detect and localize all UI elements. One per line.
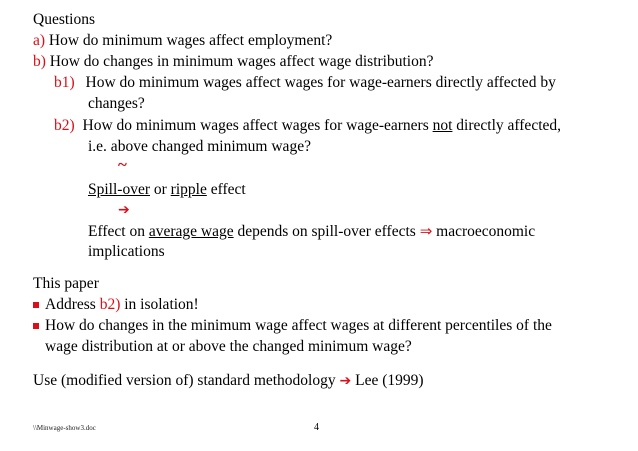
method-line — [33, 371, 424, 391]
bullet1-b2: b2) — [99, 296, 121, 313]
question-b2-text-2: i.e. above changed minimum wage? — [88, 138, 311, 155]
question-a — [33, 31, 332, 51]
question-b2-text-post: directly affected, — [452, 117, 562, 134]
arrow-right-icon: ➔ — [339, 373, 352, 389]
square-bullet-icon — [33, 302, 39, 308]
question-b1-cont — [88, 94, 145, 114]
bullet2-line1: How do changes in the minimum wage affect wages at different percentiles of the — [45, 317, 552, 334]
paper-heading — [33, 274, 99, 294]
tilde-icon: ~ — [118, 155, 127, 174]
implications-text: implications — [88, 243, 165, 260]
question-a-text: How do minimum wages affect employment? — [48, 32, 333, 49]
paper-heading-text: This paper — [33, 275, 99, 292]
effect-text: effect — [206, 181, 246, 198]
question-b2-cont — [88, 137, 311, 157]
or-text: or — [150, 181, 171, 198]
questions-heading — [33, 10, 95, 30]
questions-heading-text: Questions — [33, 11, 95, 28]
question-b1-text-2: changes? — [88, 95, 145, 112]
square-bullet-icon — [33, 323, 39, 329]
bullet1-pre: Address — [45, 296, 100, 313]
macro-text: macroeconomic — [432, 223, 536, 240]
question-b-text: How do changes in minimum wages affect wage distribution? — [49, 53, 434, 70]
paper-bullet-2 — [33, 316, 552, 336]
implications-line — [88, 242, 165, 262]
bullet2-line2: wage distribution at or above the changed minimum wage? — [45, 338, 412, 355]
question-a-label: a) — [33, 32, 46, 49]
average-wage-term: average wage — [148, 223, 234, 240]
question-b2-not: not — [432, 117, 453, 134]
bullet1-post: in isolation! — [120, 296, 199, 313]
arrow-right-icon: ➔ — [118, 202, 130, 218]
question-b2 — [54, 116, 561, 136]
method-pre: Use (modified version of) standard methodology — [33, 372, 340, 389]
depends-text: depends on spill-over effects — [233, 223, 420, 240]
implies-icon: ⇒ — [419, 222, 433, 240]
method-post: Lee (1999) — [351, 372, 424, 389]
effect-line — [88, 221, 535, 242]
page-number: 4 — [314, 422, 319, 433]
tilde-symbol — [118, 155, 127, 176]
question-b2-label: b2) — [54, 117, 75, 134]
question-b — [33, 52, 433, 72]
arrow-line — [118, 200, 130, 220]
paper-bullet-1 — [33, 295, 199, 315]
effect-on-text: Effect on — [88, 223, 149, 240]
question-b2-text-pre: How do minimum wages affect wages for wage-earners — [82, 117, 433, 134]
question-b1-text: How do minimum wages affect wages for wage-earners directly affected by — [85, 74, 556, 91]
spillover-line — [88, 180, 246, 200]
spillover-term: Spill-over — [88, 181, 150, 198]
question-b-label: b) — [33, 53, 46, 70]
question-b1 — [54, 73, 556, 93]
footer-file-path: \\Minwage-show3.doc — [33, 424, 96, 432]
question-b1-label: b1) — [54, 74, 75, 91]
ripple-term: ripple — [170, 181, 207, 198]
paper-bullet-2-cont — [45, 337, 412, 357]
